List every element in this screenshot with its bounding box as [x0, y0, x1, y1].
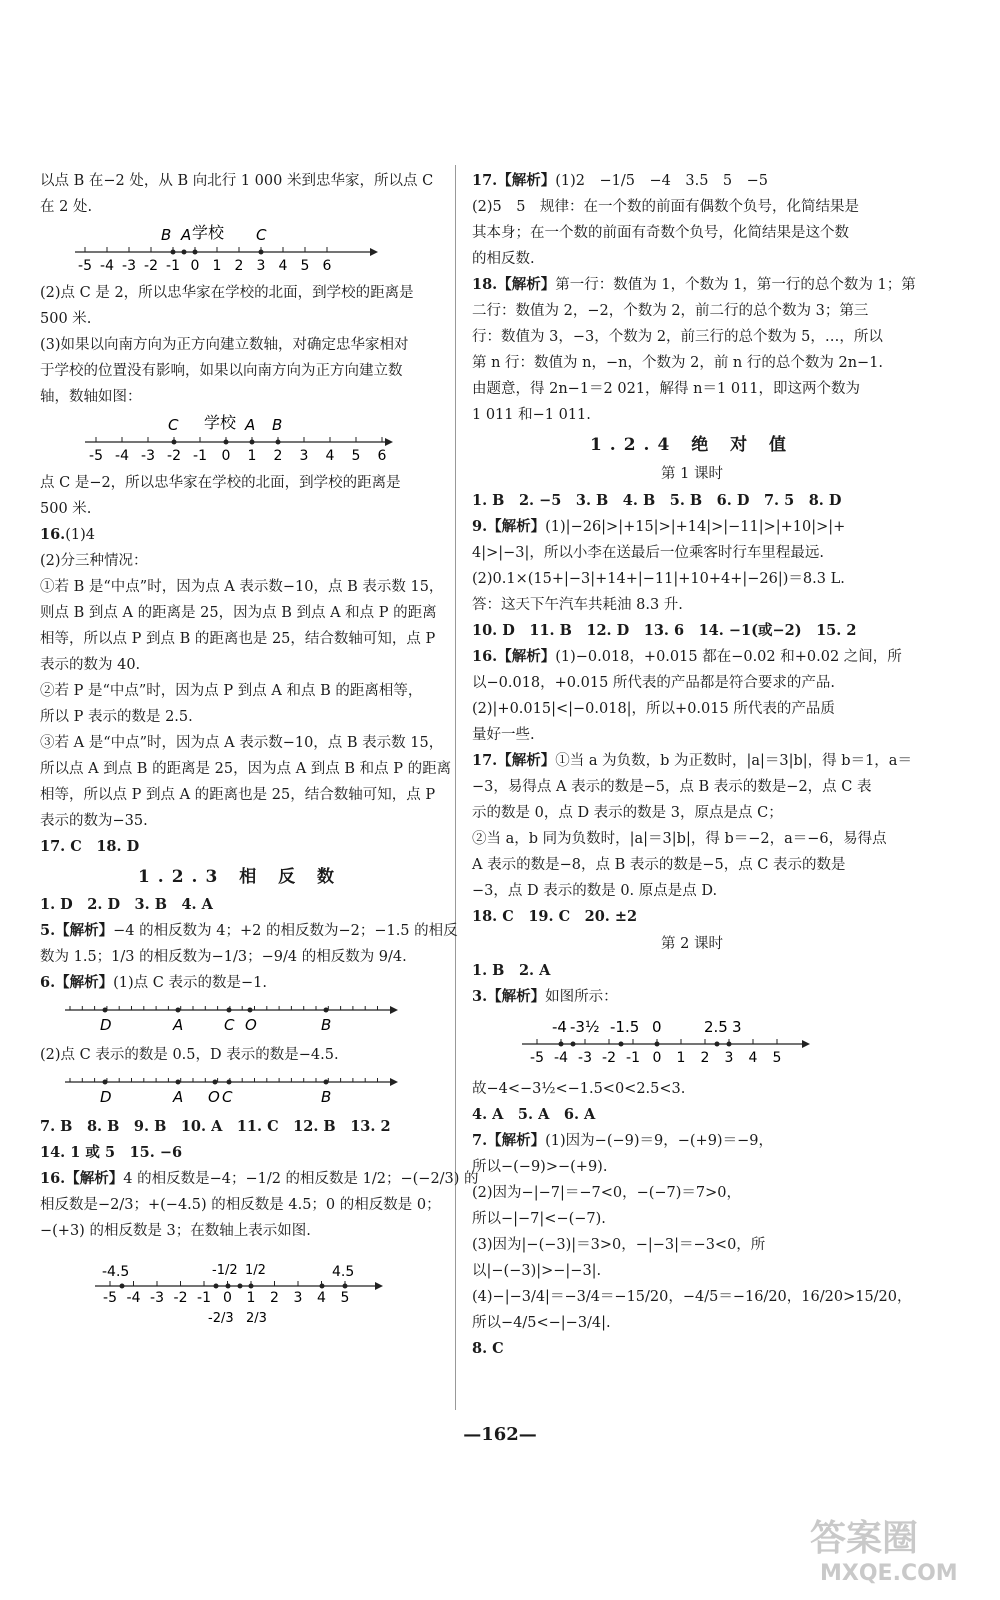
label-neg-4: -4	[552, 1018, 567, 1036]
tick-label: 3	[724, 1050, 734, 1066]
question-6	[40, 970, 440, 996]
text-line: 其本身；在一个数的前面有奇数个负号，化简结果是这个数	[472, 225, 849, 241]
label-d: D	[100, 1088, 112, 1106]
label-o: O	[208, 1088, 220, 1106]
tick-label: -3	[141, 448, 155, 464]
label-c: C	[222, 1088, 233, 1106]
answers-7-13: 7. B 8. B 9. B 10. A 11. C 12. B 13. 2	[40, 1118, 391, 1135]
tick-label: 4	[748, 1050, 758, 1066]
question-number: 3.【解析】	[472, 988, 546, 1005]
answer-text: (1)因为−(−9)＝9，−(+9)＝−9，	[545, 1133, 773, 1149]
tick-label: 2	[700, 1050, 710, 1066]
label-two-thirds: 2/3	[246, 1311, 267, 1326]
label-c: C	[224, 1016, 235, 1034]
answer-text: 如图所示：	[545, 989, 618, 1005]
text-line: (2)0.1×(15+|−3|+14+|−11|+10+4+|−26|)＝8.3 L.	[472, 571, 845, 587]
tick-label: -1	[193, 448, 207, 464]
question-number: 7.【解析】	[472, 1132, 546, 1149]
tick-label: 6	[322, 258, 332, 274]
label-neg-half: -1/2	[212, 1263, 238, 1278]
text-line: 在 2 处.	[40, 199, 93, 215]
number-line-1	[40, 222, 400, 276]
label-neg-3-half: -3½	[570, 1018, 600, 1036]
answers-10-15: 10. D 11. B 12. D 13. 6 14. −1(或−2) 15. 2	[472, 622, 857, 639]
question-16	[472, 644, 912, 670]
label-4-5: 4.5	[332, 1264, 355, 1280]
text-line: 故−4<−3½<−1.5<0<2.5<3.	[472, 1081, 686, 1097]
tick-label: -3	[122, 258, 136, 274]
tick-label: -2	[167, 448, 181, 464]
text-line: (2)5 5 规律：在一个数的前面有偶数个负号，化简结果是	[472, 199, 859, 215]
label-3: 3	[732, 1018, 742, 1036]
answers-17-18: 17. C 18. D	[40, 838, 140, 855]
text-line: 相等，所以点 P 到点 B 的距离也是 25，结合数轴可知，点 P	[40, 631, 436, 647]
text-line: 4|>|−3|，所以小李在送最后一位乘客时行车里程最远.	[472, 545, 825, 561]
tick-label: 4	[278, 258, 288, 274]
label-neg-4-5: -4.5	[102, 1264, 130, 1280]
label-school: 学校	[204, 413, 237, 432]
tick-label: 1	[676, 1050, 686, 1066]
tick-label: -4	[126, 1290, 141, 1306]
question-number: 16.【解析】	[472, 648, 556, 665]
text-line: (2)点 C 是 2，所以忠华家在学校的北面，到学校的距离是	[40, 285, 414, 301]
label-half: 1/2	[245, 1263, 266, 1278]
number-line-5	[40, 1246, 400, 1336]
question-number: 17.【解析】	[472, 172, 556, 189]
left-column	[40, 168, 479, 1340]
text-line: ②当 a，b 同为负数时，|a|＝3|b|，得 b＝−2，a＝−6，易得点	[472, 831, 887, 847]
tick-label: -1	[626, 1050, 640, 1066]
text-line: ②若 P 是“中点”时，因为点 P 到点 A 和点 B 的距离相等，	[40, 683, 423, 699]
text-line: 所以−4/5<−|−3/4|.	[472, 1315, 611, 1331]
label-a: A	[173, 1016, 184, 1034]
tick-label: 3	[293, 1290, 303, 1306]
text-line: (2)点 C 表示的数是 0.5，D 表示的数是−4.5.	[40, 1047, 339, 1063]
answer-8: 8. C	[472, 1340, 504, 1357]
tick-label: 4	[325, 448, 335, 464]
tick-label: 1	[212, 258, 222, 274]
answers-1-8: 1. B 2. −5 3. B 4. B 5. B 6. D 7. 5 8. D	[472, 492, 842, 509]
tick-label: 5	[300, 258, 310, 274]
question-number: 9.【解析】	[472, 518, 546, 535]
label-b: B	[161, 226, 172, 244]
tick-label: -2	[602, 1050, 616, 1066]
tick-label: 0	[223, 1290, 232, 1306]
text-line: 于学校的位置没有影响，如果以向南方向为正方向建立数	[40, 363, 403, 379]
label-a: A	[181, 226, 192, 244]
watermark-logo	[800, 1508, 990, 1588]
label-c: C	[168, 416, 179, 434]
label-b: B	[321, 1016, 332, 1034]
tick-label: -2	[144, 258, 158, 274]
text-line: 以|−(−3)|>−|−3|.	[472, 1263, 602, 1279]
tick-label: 1	[246, 1290, 256, 1306]
text-line: (2)分三种情况：	[40, 553, 148, 569]
label-d: D	[100, 1016, 112, 1034]
text-line: (2)|+0.015|<|−0.018|，所以+0.015 所代表的产品质	[472, 701, 835, 717]
text-line: 所以−|−7|<−(−7).	[472, 1211, 606, 1227]
label-school: 学校	[192, 223, 225, 242]
answer-text: 4 的相反数是−4；−1/2 的相反数是 1/2；−(−2/3) 的	[123, 1171, 479, 1187]
question-number: 16.	[40, 526, 66, 543]
label-2-5: 2.5	[704, 1018, 728, 1036]
text-line: 量好一些.	[472, 727, 535, 743]
text-line: 数为 1.5；1/3 的相反数为−1/3；−9/4 的相反数为 9/4.	[40, 949, 407, 965]
text-line: 以−0.018，+0.015 所代表的产品都是符合要求的产品.	[472, 675, 836, 691]
answer-text: (1)−0.018，+0.015 都在−0.02 和+0.02 之间，所	[555, 649, 902, 665]
tick-label: 3	[256, 258, 266, 274]
text-line: −3，点 D 表示的数是 0. 原点是点 D.	[472, 883, 718, 899]
tick-label: -2	[173, 1290, 188, 1306]
section-title-1-2-3: 1.2.3 相 反 数	[137, 867, 343, 887]
text-line: (4)−|−3/4|＝−3/4＝−15/20，−4/5＝−16/20，16/20>15/20，	[472, 1289, 912, 1305]
tick-label: -3	[150, 1290, 164, 1306]
text-line: 所以点 A 到点 B 的距离是 25，因为点 A 到点 B 和点 P 的距离	[40, 761, 452, 777]
page-number: —162—	[463, 1424, 537, 1445]
question-5	[40, 918, 458, 944]
answer-text: (1)点 C 表示的数是−1.	[113, 975, 267, 991]
text-line: 行：数值为 3，−3，个数为 2，前三行的总个数为 5，…，所以	[472, 329, 883, 345]
answer-text: ①当 a 为负数，b 为正数时，|a|＝3|b|，得 b＝1，a＝	[555, 753, 912, 769]
answer-text: −4 的相反数为 4；+2 的相反数为−2；−1.5 的相反	[113, 923, 458, 939]
lesson-2-title: 第 2 课时	[661, 936, 723, 952]
column-divider	[455, 165, 456, 1410]
right-column	[472, 168, 916, 1362]
tick-label: -1	[166, 258, 180, 274]
tick-label: 5	[772, 1050, 782, 1066]
tick-label: -5	[530, 1050, 544, 1066]
text-line: A 表示的数是−8，点 B 表示的数是−5，点 C 表示的数是	[472, 857, 846, 873]
label-b: B	[321, 1088, 332, 1106]
text-line: 500 米.	[40, 311, 92, 327]
tick-label: 4	[317, 1290, 326, 1306]
tick-label: -5	[78, 258, 92, 274]
tick-label: 2	[234, 258, 244, 274]
text-line: 点 C 是−2，所以忠华家在学校的北面，到学校的距离是	[40, 475, 401, 491]
text-line: 所以−(−9)>−(+9).	[472, 1159, 608, 1175]
text-line: 相等，所以点 P 到点 A 的距离也是 25，结合数轴可知，点 P	[40, 787, 436, 803]
question-number: 16.【解析】	[40, 1170, 124, 1187]
label-c: C	[256, 226, 267, 244]
question-3	[472, 984, 912, 1010]
answer-text: (1)2 −1/5 −4 3.5 5 −5	[555, 173, 769, 189]
question-number: 5.【解析】	[40, 922, 114, 939]
text-line: ③若 A 是“中点”时，因为点 A 表示数−10，点 B 表示数 15，	[40, 735, 444, 751]
answer-text: (1)|−26|>|+15|>|+14|>|−11|>|+10|>|+	[545, 519, 846, 535]
question-number: 18.【解析】	[472, 276, 556, 293]
answers-14-15: 14. 1 或 5 15. −6	[40, 1144, 183, 1161]
text-line: 第 n 行：数值为 n，−n，个数为 2，前 n 行的总个数为 2n−1.	[472, 355, 884, 371]
question-16b	[40, 1166, 479, 1192]
tick-label: 2	[273, 448, 283, 464]
tick-label: 2	[270, 1290, 279, 1306]
text-line: 表示的数为 40.	[40, 657, 141, 673]
text-line: 的相反数.	[472, 251, 535, 267]
text-line: 表示的数为−35.	[40, 813, 148, 829]
text-line: 由题意，得 2n−1＝2 021，解得 n＝1 011，即这两个数为	[472, 381, 861, 397]
text-line: 则点 B 到点 A 的距离是 25，因为点 B 到点 A 和点 P 的距离	[40, 605, 437, 621]
answers-1-4: 1. D 2. D 3. B 4. A	[40, 896, 213, 913]
text-line: 轴，数轴如图：	[40, 389, 142, 405]
tick-label: -4	[554, 1050, 568, 1066]
question-17b	[472, 748, 912, 774]
text-line: −3，易得点 A 表示的数是−5，点 B 表示的数是−2，点 C 表	[472, 779, 872, 795]
watermark-top: 答案圈	[810, 1518, 919, 1559]
answers-4-6: 4. A 5. A 6. A	[472, 1106, 596, 1123]
text-line: −(+3) 的相反数是 3；在数轴上表示如图.	[40, 1223, 311, 1239]
text-line: 500 米.	[40, 501, 92, 517]
question-number: 17.【解析】	[472, 752, 556, 769]
text-line: (3)如果以向南方向为正方向建立数轴，对确定忠华家相对	[40, 337, 409, 353]
answer-text: 第一行：数值为 1，个数为 1，第一行的总个数为 1；第	[555, 277, 916, 293]
tick-label: 5	[351, 448, 361, 464]
label-neg-1-5: -1.5	[610, 1018, 640, 1036]
text-line: 示的数是 0，点 D 表示的数是 3，原点是点 C；	[472, 805, 783, 821]
tick-label: -5	[89, 448, 103, 464]
number-line-2	[40, 412, 420, 466]
answer-text: (1)4	[65, 527, 95, 543]
label-a: A	[173, 1088, 184, 1106]
tick-label: 0	[652, 1050, 662, 1066]
text-line: 以点 B 在−2 处，从 B 向北行 1 000 米到忠华家，所以点 C	[40, 173, 434, 189]
tick-label: 0	[190, 258, 200, 274]
tick-label: -4	[100, 258, 114, 274]
text-line: 答：这天下午汽车共耗油 8.3 升.	[472, 597, 683, 613]
text-line: 所以 P 表示的数是 2.5.	[40, 709, 193, 725]
tick-label: 3	[299, 448, 309, 464]
watermark-bottom: MXQE.COM	[820, 1561, 958, 1586]
number-line-6	[472, 1012, 832, 1072]
tick-label: -3	[578, 1050, 592, 1066]
question-16	[40, 522, 440, 548]
question-17	[472, 168, 912, 194]
text-line: 1 011 和−1 011.	[472, 407, 591, 423]
answers-18-20: 18. C 19. C 20. ±2	[472, 908, 638, 925]
text-line: (3)因为|−(−3)|＝3>0，−|−3|＝−3<0，所	[472, 1237, 766, 1253]
label-zero: 0	[652, 1018, 662, 1036]
tick-label: 6	[377, 448, 387, 464]
tick-label: 1	[247, 448, 257, 464]
label-neg-two-thirds: -2/3	[208, 1311, 234, 1326]
tick-label: 5	[340, 1290, 350, 1306]
label-a: A	[245, 416, 256, 434]
text-line: 相反数是−2/3；+(−4.5) 的相反数是 4.5；0 的相反数是 0；	[40, 1197, 441, 1213]
tick-label: -4	[115, 448, 129, 464]
question-7	[472, 1128, 912, 1154]
label-o: O	[245, 1016, 257, 1034]
tick-label: 0	[221, 448, 231, 464]
number-line-4	[40, 1070, 400, 1110]
lesson-1-title: 第 1 课时	[661, 466, 723, 482]
question-9	[472, 514, 912, 540]
text-line: (2)因为−|−7|＝−7<0，−(−7)＝7>0，	[472, 1185, 742, 1201]
tick-label: -5	[103, 1290, 117, 1306]
tick-label: -1	[197, 1290, 211, 1306]
question-number: 6.【解析】	[40, 974, 114, 991]
label-b: B	[272, 416, 283, 434]
text-line: 二行：数值为 2，−2，个数为 2，前二行的总个数为 3；第三	[472, 303, 869, 319]
section-title-1-2-4: 1.2.4 绝 对 值	[589, 435, 795, 455]
text-line: ①若 B 是“中点”时，因为点 A 表示数−10，点 B 表示数 15，	[40, 579, 444, 595]
number-line-3	[40, 998, 400, 1038]
answers-1-2: 1. B 2. A	[472, 962, 551, 979]
question-18	[472, 272, 916, 298]
